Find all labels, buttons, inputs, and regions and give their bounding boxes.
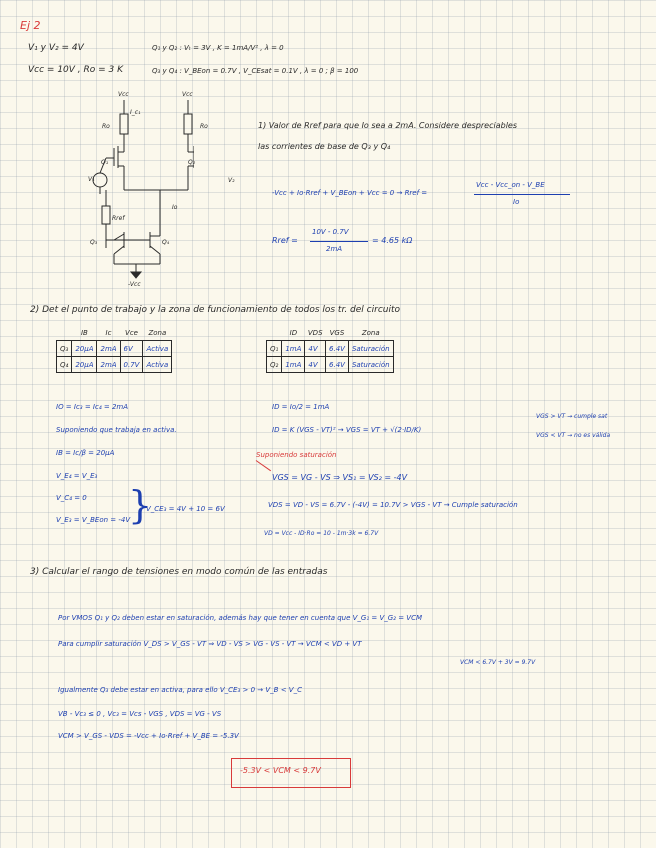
note-ve: V_E₄ = V_E₃	[56, 472, 98, 480]
q2-label: Q₂	[188, 159, 196, 166]
q1-eq1: -Vcc + Io·Rref + V_BEon + Vcc = 0 → Rref =	[272, 189, 428, 197]
vcc-ro-given: Vcc = 10V , Ro = 3 K	[28, 65, 124, 75]
io-label: Io	[172, 204, 178, 211]
col-header: Ic	[97, 325, 120, 341]
col-header: IB	[72, 325, 97, 341]
cell: 0.7V	[120, 357, 143, 373]
q1-title: 1) Valor de Rref para que Io sea a 2mA. Considere despreciables	[258, 121, 517, 130]
rref-resistor	[102, 206, 110, 224]
v1-source	[93, 173, 107, 187]
final-result: -5.3V < VCM < 9.7V	[240, 766, 321, 775]
q3-line-5: VB - Vc₃ ≤ 0 , Vc₃ = Vcs - VGS , VDS = VG - VS	[58, 710, 222, 718]
red-arrow	[256, 460, 271, 471]
circuit-diagram	[84, 86, 194, 292]
ro-right-resistor	[184, 114, 192, 134]
note-suponiendo-sat: Suponiendo saturación	[256, 451, 337, 459]
col-header: VDS	[305, 325, 326, 341]
bjt-params: Q₃ y Q₄ : V_BEon = 0.7V , V_CEsat = 0.1V , λ = 0 ; β = 100	[152, 67, 359, 75]
col-header: Zona	[348, 325, 393, 341]
note-ib: IB = Ic/β = 20μA	[56, 449, 115, 457]
q3-line-6: VCM > V_GS - VDS = -Vcc + Io·Rref + V_BE = -5.3V	[58, 732, 239, 740]
q1-eq2-den: 2mA	[326, 245, 343, 253]
brace-symbol: }	[128, 483, 153, 527]
rref-label: Rref	[112, 215, 125, 222]
cell: Saturación	[348, 357, 393, 373]
note-vd: VD = Vcc - ID·Ro = 10 - 1m·3k = 6.7V	[264, 530, 379, 537]
col-header: ID	[282, 325, 305, 341]
q3-label: Q₃	[90, 239, 98, 246]
q3-line-3: VCM < 6.7V + 3V = 9.7V	[460, 659, 536, 666]
row-header: Q₂	[267, 357, 282, 373]
note-io: IO = Ic₃ = Ic₄ = 2mA	[56, 403, 129, 411]
table-row	[267, 357, 394, 373]
note-suponiendo: Suponiendo que trabaja en activa.	[56, 426, 177, 434]
note-id: ID = Io/2 = 1mA	[272, 403, 330, 411]
table-row	[57, 341, 172, 357]
q1-title-2: las corrientes de base de Q₃ y Q₄	[258, 142, 391, 151]
q4-label: Q₄	[162, 239, 170, 246]
ic-label: I_c₁	[130, 109, 141, 116]
cell: Saturación	[348, 341, 393, 357]
note-case-1: VGS > VT → cumple sat	[536, 413, 608, 420]
col-header: VGS	[326, 325, 349, 341]
note-id-k: ID = K (VGS - VT)² → VGS = VT + √(2·ID/K)	[272, 426, 422, 434]
vcc-right-label: Vcc	[182, 91, 193, 98]
neg-vcc-label: -Vcc	[128, 281, 141, 288]
cell: Activa	[143, 357, 172, 373]
q1-label: Q₁	[101, 159, 109, 166]
mosfet-params: Q₁ y Q₂ : Vₜ = 3V , K = 1mA/V² , λ = 0	[152, 44, 284, 52]
q1-eq1-den: Io	[513, 198, 520, 206]
bjt-operating-table	[56, 325, 172, 373]
q3-line-2: Para cumplir saturación V_DS > V_GS - VT ⇒ VD - VS > VG - VS - VT → VCM < VD + VT	[58, 640, 362, 648]
v1-label: V₁	[88, 176, 95, 183]
q1-eq2-num: 10V - 0.7V	[312, 228, 349, 236]
q2-title: 2) Det el punto de trabajo y la zona de funcionamiento de todos los tr. del circuito	[30, 305, 401, 315]
cell: 6V	[120, 341, 143, 357]
ro-left-resistor	[120, 114, 128, 134]
note-vc4: V_C₄ = 0	[56, 494, 87, 502]
cell: 1mA	[282, 357, 305, 373]
ro-right-label: Ro	[200, 123, 208, 130]
cell: 20μA	[72, 357, 97, 373]
cell: 6.4V	[326, 357, 349, 373]
q1-eq2-result: = 4.65 kΩ	[372, 236, 413, 245]
row-header: Q₃	[57, 341, 72, 357]
note-case-2: VGS < VT → no es válida	[536, 432, 611, 439]
row-header: Q₁	[267, 341, 282, 357]
q1-eq1-num: Vcc - Vcc_on - V_BE	[476, 181, 545, 189]
q1-eq2-fraction-bar	[310, 241, 368, 242]
vcc-left-label: Vcc	[118, 91, 129, 98]
cell: 2mA	[97, 341, 120, 357]
table-row	[267, 341, 394, 357]
cell: Activa	[143, 341, 172, 357]
row-header: Q₄	[57, 357, 72, 373]
cell: 4V	[305, 357, 326, 373]
note-vce3: V_CE₃ = 4V + 10 = 6V	[146, 505, 225, 513]
q3-line-4: Igualmente Q₃ debe estar en activa, para ello V_CE₃ > 0 → V_B < V_C	[58, 686, 302, 694]
v2-label: V₂	[228, 177, 235, 184]
note-vgs: VGS = VG - VS ⇒ VS₁ = VS₂ = -4V	[272, 473, 408, 482]
note-vds: VDS = VD - VS = 6.7V - (-4V) = 10.7V > VGS - VT → Cumple saturación	[268, 501, 518, 509]
q1-eq1-fraction-bar	[474, 194, 570, 195]
col-header: Zona	[143, 325, 172, 341]
note-ve3: V_E₃ = V_BEon = -4V	[56, 516, 131, 524]
col-header: Vce	[120, 325, 143, 341]
exercise-number: Ej 2	[20, 19, 41, 32]
cell: 4V	[305, 341, 326, 357]
ro-left-label: Ro	[102, 123, 110, 130]
mosfet-operating-table	[266, 325, 394, 373]
q3-line-1: Por VMOS Q₁ y Q₂ deben estar en saturación, además hay que tener en cuenta que V_G₁ = V_G₂ = VCM	[58, 614, 423, 622]
cell: 6.4V	[326, 341, 349, 357]
cell: 1mA	[282, 341, 305, 357]
cell: 2mA	[97, 357, 120, 373]
table-row	[57, 357, 172, 373]
cell: 20μA	[72, 341, 97, 357]
q1-eq2: Rref =	[272, 236, 298, 245]
v-inputs-given: V₁ y V₂ = 4V	[28, 43, 84, 53]
q3-title: 3) Calcular el rango de tensiones en modo común de las entradas	[30, 567, 328, 577]
